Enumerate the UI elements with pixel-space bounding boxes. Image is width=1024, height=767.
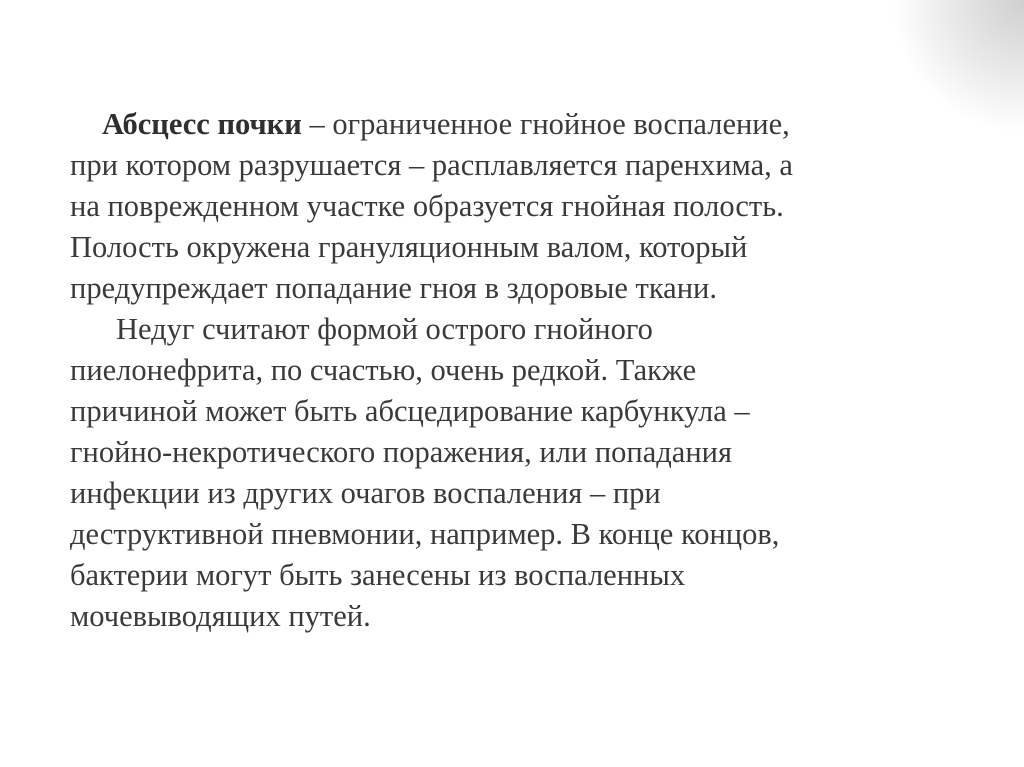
paragraph-1-line-1 <box>70 104 900 145</box>
paragraph-1-line-4: Полость окружена грануляционным валом, который <box>70 230 748 264</box>
corner-shadow <box>894 0 1024 130</box>
slide-body-text <box>70 104 900 637</box>
paragraph-2-line-1: Недуг считают формой острого гнойного <box>116 312 653 346</box>
paragraph-2-line-5: инфекции из других очагов воспаления – при <box>70 476 661 510</box>
paragraph-2-line-3: причиной может быть абсцедирование карбункула – <box>70 394 750 428</box>
paragraph-2-line-2: пиелонефрита, по счастью, очень редкой. Также <box>70 353 697 387</box>
term-abscess-kidney: Абсцесс почки <box>102 107 302 141</box>
paragraph-2-line-8: мочевыводящих путей. <box>70 599 371 633</box>
paragraph-2-line-4: гнойно-некротического поражения, или попадания <box>70 435 733 469</box>
paragraph-1-line-5: предупреждает попадание гноя в здоровые ткани. <box>70 271 717 305</box>
paragraph-2-line-7: бактерии могут быть занесены из воспаленных <box>70 558 686 592</box>
definition-start: – ограниченное гнойное воспаление, <box>301 107 790 141</box>
paragraph-2-line-6: деструктивной пневмонии, например. В конце концов, <box>70 517 780 551</box>
paragraph-1-line-3: на поврежденном участке образуется гнойная полость. <box>70 189 784 223</box>
paragraph-1-line-2: при котором разрушается – расплавляется паренхима, а <box>70 148 793 182</box>
